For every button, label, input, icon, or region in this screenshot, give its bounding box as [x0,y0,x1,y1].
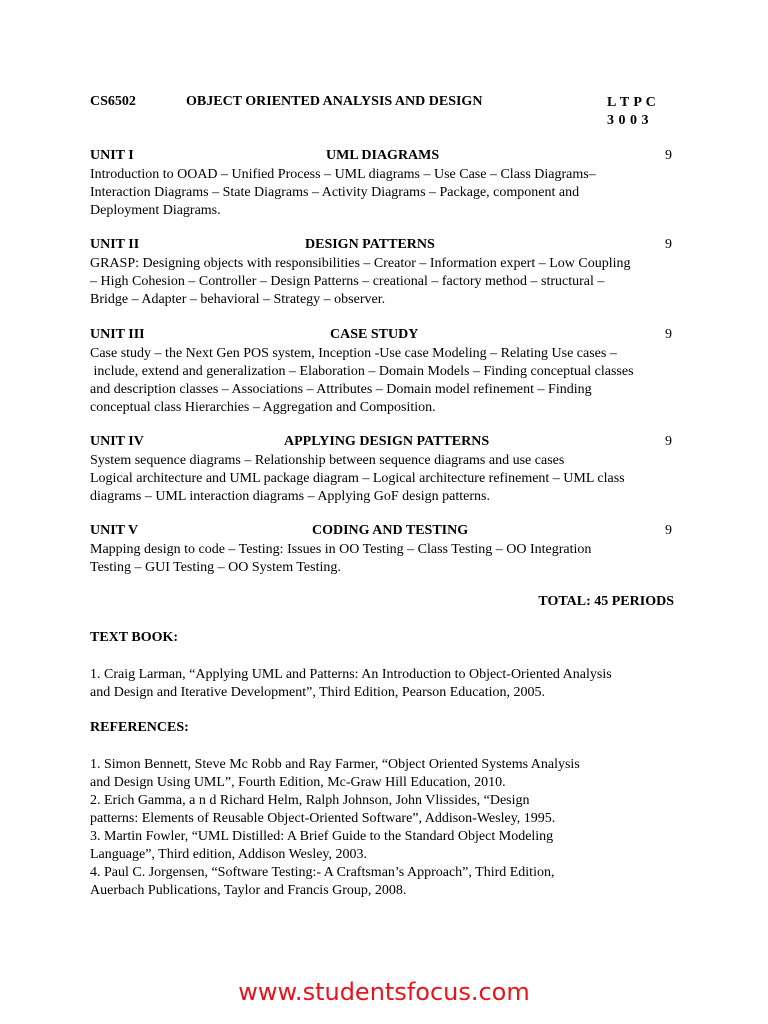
textbook-line: and Design and Iterative Development”, Third Edition, Pearson Education, 2005. [90,685,546,700]
unit-line: and description classes – Associations – Attributes – Domain model refinement – Finding [90,382,592,397]
unit-name: UNIT V [90,523,139,538]
unit-line: Deployment Diagrams. [90,203,221,218]
unit-hours: 9 [665,237,672,252]
unit-line: Introduction to OOAD – Unified Process – UML diagrams – Use Case – Class Diagrams– [90,167,596,182]
unit-5 [90,523,680,577]
unit-hours: 9 [665,523,672,538]
unit-line: Logical architecture and UML package diagram – Logical architecture refinement – UML class [90,471,625,486]
reference-line: 4. Paul C. Jorgensen, “Software Testing:- A Craftsman’s Approach”, Third Edition, [90,865,555,880]
website-footer: www.studentsfocus.com [238,978,530,1006]
unit-line: Case study – the Next Gen POS system, Inception -Use case Modeling – Relating Use cases – [90,346,617,361]
reference-line: 2. Erich Gamma, a n d Richard Helm, Ralph Johnson, John Vlissides, “Design [90,793,530,808]
reference-line: Auerbach Publications, Taylor and Francis Group, 2008. [90,883,407,898]
unit-heading [90,327,680,345]
unit-title: UML DIAGRAMS [326,148,440,163]
unit-heading [90,434,680,452]
unit-name: UNIT IV [90,434,144,449]
reference-line: 1. Simon Bennett, Steve Mc Robb and Ray Farmer, “Object Oriented Systems Analysis [90,757,580,772]
unit-line: include, extend and generalization – Elaboration – Domain Models – Finding conceptual classes [90,364,634,379]
unit-name: UNIT III [90,327,145,342]
total-periods: TOTAL: 45 PERIODS [538,594,674,609]
unit-content [90,541,680,577]
course-code: CS6502 [90,94,136,109]
unit-heading [90,523,680,541]
unit-4 [90,434,680,506]
unit-name: UNIT II [90,237,140,252]
unit-content [90,452,680,506]
unit-title: CODING AND TESTING [312,523,469,538]
unit-line: diagrams – UML interaction diagrams – Applying GoF design patterns. [90,489,490,504]
unit-hours: 9 [665,327,672,342]
ltpc-values: 3 0 0 3 [607,113,649,128]
textbook-heading: TEXT BOOK: [90,630,179,645]
unit-line: conceptual class Hierarchies – Aggregation and Composition. [90,400,436,415]
references-list [90,756,690,900]
unit-line: Mapping design to code – Testing: Issues in OO Testing – Class Testing – OO Integration [90,542,592,557]
reference-line: Language”, Third edition, Addison Wesley, 2003. [90,847,368,862]
references-heading: REFERENCES: [90,720,189,735]
unit-1 [90,148,680,220]
unit-hours: 9 [665,434,672,449]
unit-content [90,255,680,309]
unit-line: System sequence diagrams – Relationship between sequence diagrams and use cases [90,453,565,468]
unit-title: DESIGN PATTERNS [305,237,435,252]
unit-name: UNIT I [90,148,134,163]
unit-line: Testing – GUI Testing – OO System Testing. [90,560,341,575]
unit-title: APPLYING DESIGN PATTERNS [284,434,490,449]
unit-line: Interaction Diagrams – State Diagrams – Activity Diagrams – Package, component and [90,185,580,200]
unit-line: Bridge – Adapter – behavioral – Strategy – observer. [90,292,386,307]
course-title: OBJECT ORIENTED ANALYSIS AND DESIGN [186,94,483,109]
reference-line: and Design Using UML”, Fourth Edition, Mc-Graw Hill Education, 2010. [90,775,506,790]
reference-line: patterns: Elements of Reusable Object-Oriented Software”, Addison-Wesley, 1995. [90,811,556,826]
unit-title: CASE STUDY [330,327,419,342]
textbook-line: 1. Craig Larman, “Applying UML and Patterns: An Introduction to Object-Oriented Analysis [90,667,612,682]
unit-3 [90,327,680,417]
textbook-list [90,666,690,702]
unit-line: – High Cohesion – Controller – Design Patterns – creational – factory method – structural – [90,274,605,289]
unit-heading [90,148,680,166]
unit-line: GRASP: Designing objects with responsibilities – Creator – Information expert – Low Coupling [90,256,631,271]
unit-2 [90,237,680,309]
unit-content [90,345,680,417]
ltpc-block [607,94,656,130]
ltpc-label: L T P C [607,95,657,110]
reference-line: 3. Martin Fowler, “UML Distilled: A Brief Guide to the Standard Object Modeling [90,829,554,844]
unit-hours: 9 [665,148,672,163]
unit-heading [90,237,680,255]
unit-content [90,166,680,220]
course-header [90,94,678,134]
